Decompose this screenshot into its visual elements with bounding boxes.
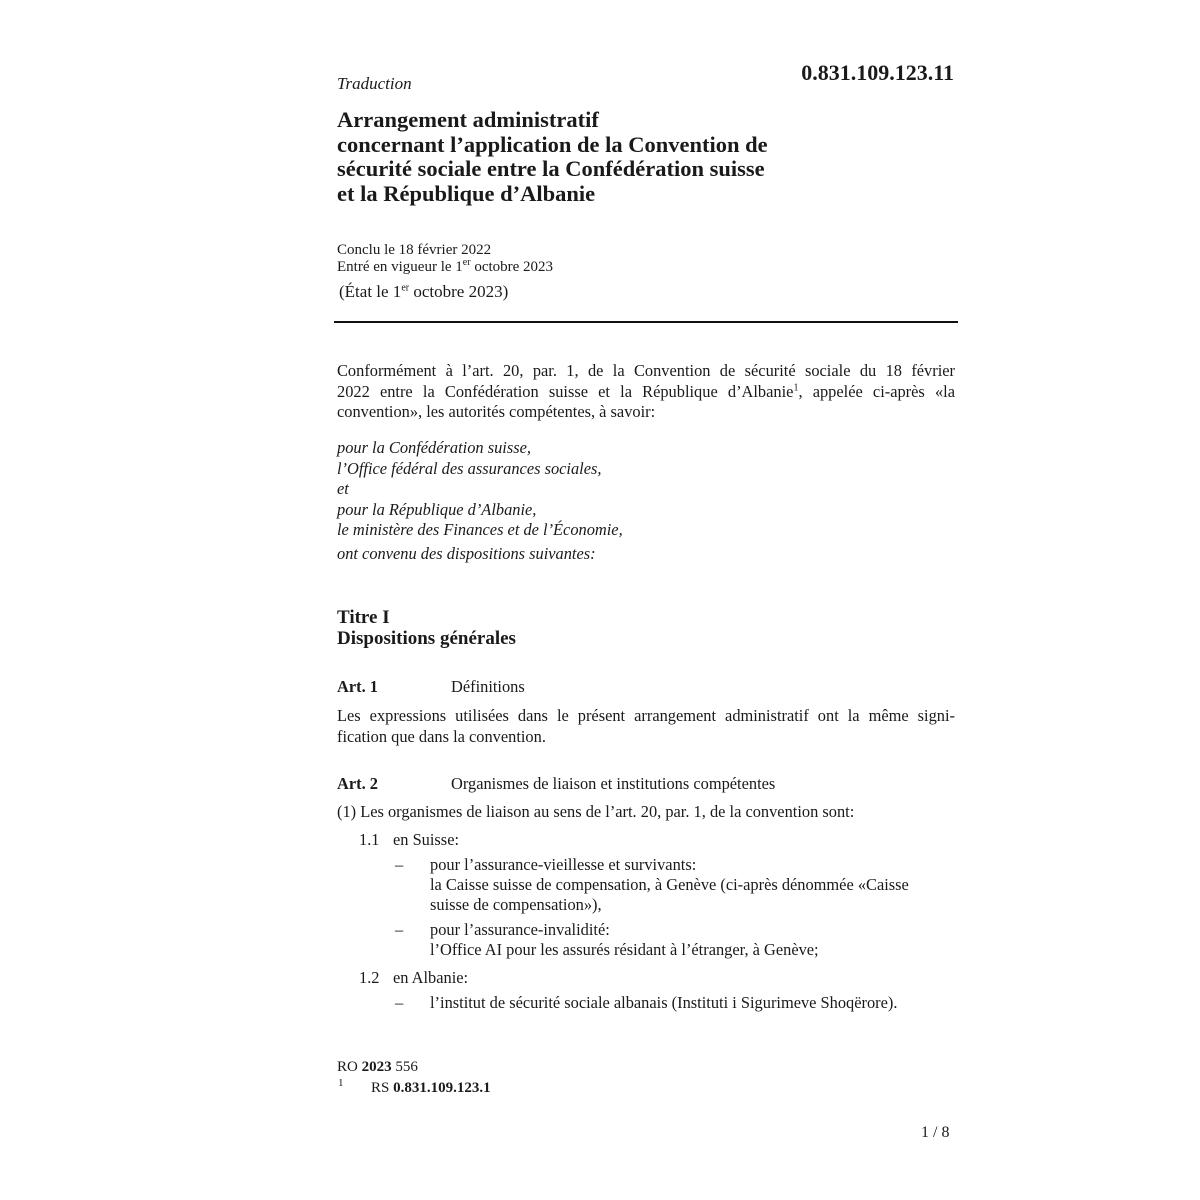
title-line: sécurité sociale entre la Confédération suisse bbox=[337, 156, 765, 181]
translation-label: Traduction bbox=[337, 74, 412, 93]
article-1-text: Les expressions utilisées dans le présent arrangement administratif ont la même signi- fication que dans la convention. bbox=[337, 706, 955, 746]
item-number: 1.1 bbox=[359, 830, 380, 849]
article-title: Définitions bbox=[451, 677, 525, 696]
title-line: et la République d’Albanie bbox=[337, 180, 596, 206]
footnote-marker: 1 bbox=[338, 1077, 344, 1089]
article-title: Organismes de liaison et institutions compétentes bbox=[451, 774, 776, 793]
preamble-line: 2022 entre la Confédération suisse et la République d’Albanie$^1$, appelée ci-après «la bbox=[337, 381, 955, 401]
title-line: Arrangement administratif bbox=[337, 107, 599, 132]
parties-list bbox=[337, 438, 955, 541]
section-title: Titre I bbox=[337, 607, 390, 628]
article-1-heading bbox=[337, 677, 525, 697]
footnote-ref[interactable]: 1 bbox=[793, 382, 799, 394]
party-line: pour la Confédération suisse, bbox=[337, 438, 531, 457]
preamble-paragraph bbox=[337, 361, 955, 423]
page-number: 1 / 8 bbox=[921, 1124, 950, 1141]
article-number: Art. 1 bbox=[337, 677, 378, 696]
preamble-line: Conformément à l’art. 20, par. 1, de la Convention de sécurité sociale du 18 février bbox=[337, 361, 955, 380]
article-number: Art. 2 bbox=[337, 774, 378, 793]
item-label: en Albanie: bbox=[393, 968, 469, 987]
preamble-line: convention», les autorités compétentes, à savoir: bbox=[337, 402, 656, 421]
dash-bullet: – bbox=[395, 855, 404, 874]
document-title bbox=[337, 108, 897, 206]
party-line: et bbox=[337, 479, 349, 498]
section-subtitle: Dispositions générales bbox=[337, 628, 516, 649]
item-number: 1.2 bbox=[359, 968, 380, 987]
state-date: (État le 1er octobre 2023) bbox=[339, 282, 509, 301]
party-line: le ministère des Finances et de l’Économie, bbox=[337, 520, 623, 539]
party-line: l’Office fédéral des assurances sociales, bbox=[337, 458, 602, 478]
party-line: pour la République d’Albanie, bbox=[337, 499, 537, 519]
header-divider bbox=[334, 321, 958, 323]
sub-item-line: la Caisse suisse de compensation, à Genève (ci-après dénommée «Caisse bbox=[430, 875, 909, 894]
agreement-clause: ont convenu des dispositions suivantes: bbox=[337, 544, 596, 563]
dash-bullet: – bbox=[395, 993, 404, 1012]
sub-item-line: l’institut de sécurité sociale albanais (Instituti i Sigurimeve Shoqërore). bbox=[430, 993, 898, 1012]
article-2-paragraph-1: (1) Les organismes de liaison au sens de l’art. 20, par. 1, de la convention sont: bbox=[337, 802, 855, 821]
document-number: 0.831.109.123.11 bbox=[801, 60, 954, 85]
sub-item-line: suisse de compensation»), bbox=[430, 895, 602, 914]
sub-item-line: pour l’assurance-vieillesse et survivants: bbox=[430, 855, 697, 874]
entry-into-force: Entré en vigueur le 1er octobre 2023 bbox=[337, 257, 554, 275]
article-2-heading bbox=[337, 774, 775, 794]
footnote-text: RS 0.831.109.123.1 bbox=[371, 1080, 491, 1096]
sub-item-line: l’Office AI pour les assurés résidant à l’étranger, à Genève; bbox=[430, 940, 819, 959]
dash-bullet: – bbox=[395, 920, 404, 939]
concluded-date: Conclu le 18 février 2022 bbox=[337, 242, 492, 258]
item-label: en Suisse: bbox=[393, 830, 460, 849]
sub-item-line: pour l’assurance-invalidité: bbox=[430, 920, 610, 939]
official-compilation-ref: RO 2023 556 bbox=[337, 1059, 418, 1075]
title-line: concernant l’application de la Convention de bbox=[337, 131, 768, 157]
footnote-link[interactable]: 0.831.109.123.1 bbox=[393, 1080, 491, 1096]
